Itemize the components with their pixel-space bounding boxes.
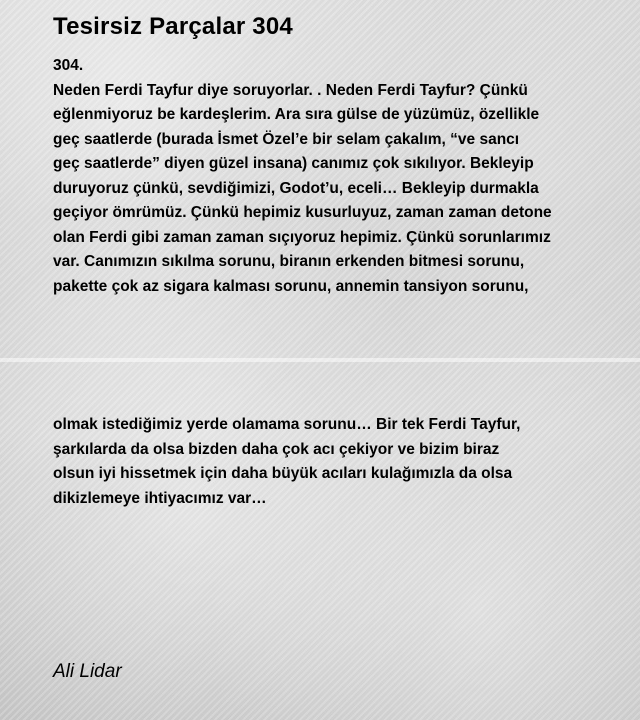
- poem-line: olan Ferdi gibi zaman zaman sıçıyoruz hepimiz. Çünkü sorunlarımız: [53, 228, 551, 246]
- poem-line: eğlenmiyoruz be kardeşlerim. Ara sıra gülse de yüzümüz, özellikle: [53, 106, 540, 123]
- poem-title: Tesirsiz Parçalar 304: [53, 13, 293, 40]
- poem-text-block-2: [53, 413, 613, 511]
- poem-line: şarkılarda da olsa bizden daha çok acı çekiyor ve bizim biraz: [53, 440, 500, 458]
- poem-author: Ali Lidar: [53, 661, 122, 682]
- poem-line: var. Canımızın sıkılma sorunu, biranın erkenden bitmesi sorunu,: [53, 253, 525, 270]
- poem-line: dikizlemeye ihtiyacımız var…: [53, 489, 267, 507]
- poem-line: duruyoruz çünkü, sevdiğimizi, Godot’u, eceli… Bekleyip durmakla: [53, 179, 539, 197]
- poem-line: geç saatlerde” diyen güzel insana) canımız çok sıkılıyor. Bekleyip: [53, 155, 534, 172]
- poem-line: 304.: [53, 57, 84, 74]
- poem-line: Neden Ferdi Tayfur diye soruyorlar. . Neden Ferdi Tayfur? Çünkü: [53, 81, 528, 99]
- poem-line: olsun iyi hissetmek için daha büyük acıları kulağımızla da olsa: [53, 465, 513, 482]
- poem-line: geçiyor ömrümüz. Çünkü hepimiz kusurluyuz, zaman zaman detone: [53, 204, 552, 221]
- poem-line: pakette çok az sigara kalması sorunu, annemin tansiyon sorunu,: [53, 277, 529, 295]
- poem-text-block-1: [53, 54, 613, 299]
- divider-band: [0, 358, 640, 362]
- poem-line: geç saatlerde (burada İsmet Özel’e bir selam çakalım, “ve sancı: [53, 130, 520, 148]
- poem-line: olmak istediğimiz yerde olamama sorunu… Bir tek Ferdi Tayfur,: [53, 416, 521, 433]
